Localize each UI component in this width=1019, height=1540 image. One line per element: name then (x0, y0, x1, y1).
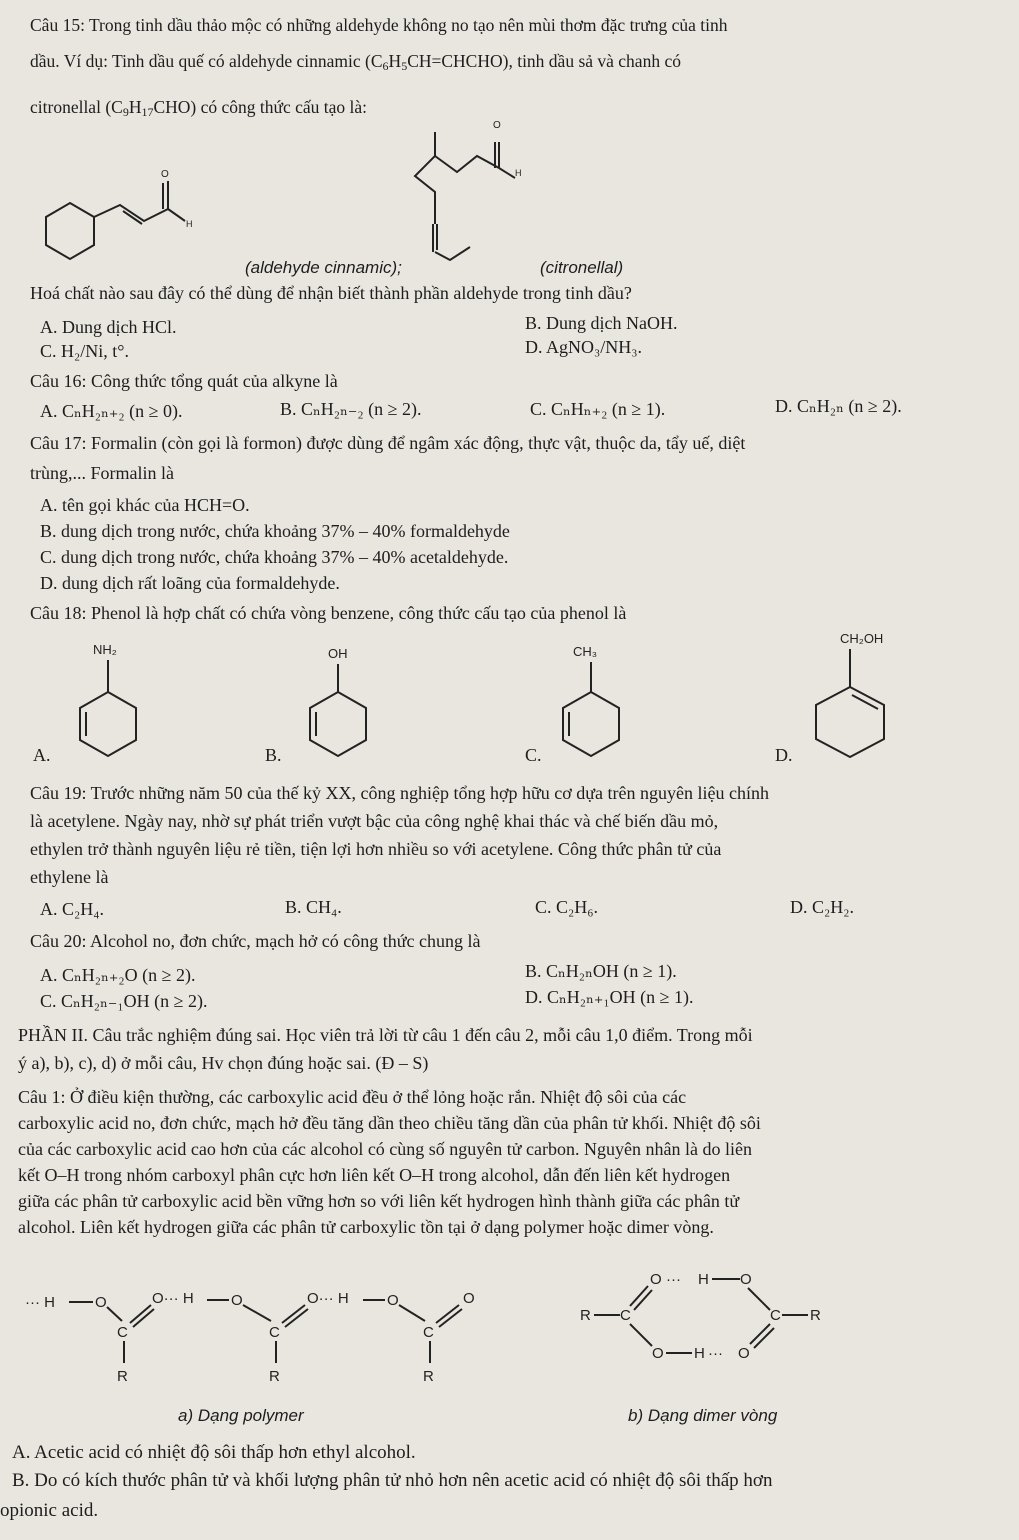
q15-line-3 (30, 96, 367, 123)
q15-question: Hoá chất nào sau đây có thể dùng để nhận biết thành phần aldehyde trong tinh dầu? (30, 283, 632, 303)
phenol-structure (290, 638, 400, 763)
cinnamic-caption: (aldehyde cinnamic); (245, 258, 402, 277)
aldehyde-h-bond (168, 209, 185, 221)
hbond-left: ··· H (25, 1294, 55, 1311)
nh2-label: NH₂ (93, 642, 117, 657)
q15-line-2-d: 5 (401, 59, 408, 73)
q20-option-b[interactable]: B. CₙH₂ₙOH (n ≥ 1). (525, 961, 677, 981)
o-label-3: O (387, 1292, 399, 1309)
polymer-hbond-diagram (25, 1255, 515, 1395)
q19-line-2: là acetylene. Ngày nay, nhờ sự phát triển vượt bậc của công nghệ khai thác và chế biến dầu mỏ, (30, 811, 719, 831)
q19-option-d[interactable]: D. C₂H₂. (790, 897, 855, 917)
q16-option-a[interactable]: A. CₙH₂ₙ₊₂ (n ≥ 0). (40, 401, 183, 421)
q17-option-d[interactable]: D. dung dịch rất loãng của formaldehyde. (40, 573, 340, 593)
co-bond-3 (399, 1305, 425, 1321)
p2q1-statement-b[interactable]: B. Do có kích thước phân tử và khối lượng phân tử nhỏ hơn nên acetic acid có nhiệt độ sôi thấp hơn (12, 1470, 773, 1491)
p2q1-line-5: giữa các phân tử carboxylic acid bền vững hơn so với liên kết hydrogen hình thành giữa các phân tử (18, 1191, 740, 1211)
side-chain (94, 205, 168, 221)
q15-line-2-b: 6 (382, 59, 389, 73)
q15-line-2 (30, 50, 681, 77)
o-top-right-label: O (740, 1271, 752, 1288)
hbond-dots-bottom: ··· (708, 1345, 723, 1362)
q19-line-3: ethylen trở thành nguyên liệu rẻ tiền, tiện lợi hơn nhiều so với acetylene. Công thức phân tử của (30, 839, 722, 859)
q18-option-a[interactable]: A. (33, 745, 51, 765)
o-label-2: O (231, 1292, 243, 1309)
q17-option-a[interactable]: A. tên gọi khác của HCH=O. (40, 495, 250, 515)
cinnamic-aldehyde-structure (20, 165, 220, 280)
q19-option-b[interactable]: B. CH₄. (285, 897, 342, 917)
toluene-structure (535, 638, 645, 763)
o-label: O (95, 1294, 107, 1311)
polymer-caption: a) Dạng polymer (178, 1406, 304, 1425)
citronellal-structure (395, 112, 555, 262)
p2q1-line-3: của các carboxylic acid cao hơn của các alcohol có cùng số nguyên tử carbon. Nguyên nhân là do liên (18, 1139, 752, 1159)
p2q1-statement-a[interactable]: A. Acetic acid có nhiệt độ sôi thấp hơn ethyl alcohol. (12, 1442, 416, 1463)
o-hbond-label: O··· H (152, 1290, 194, 1307)
q15-option-a[interactable]: A. Dung dịch HCl. (40, 317, 177, 337)
q17-option-b[interactable]: B. dung dịch trong nước, chứa khoảng 37% – 40% formaldehyde (40, 521, 510, 541)
dimer-hbond-diagram (580, 1250, 860, 1390)
q15-line-1: Câu 15: Trong tinh dầu thảo mộc có những aldehyde không no tạo nên mùi thơm đặc trưng của tinh (30, 15, 728, 35)
q16-title: Câu 16: Công thức tổng quát của alkyne là (30, 371, 338, 391)
isopropylidene (435, 247, 470, 260)
oxygen-label: O (493, 120, 501, 131)
r-label: R (117, 1368, 128, 1385)
q15-option-d[interactable]: D. AgNO₃/NH₃. (525, 337, 643, 357)
q15-line-3-a: citronellal (C (30, 97, 123, 117)
ch3-label: CH₃ (573, 644, 598, 659)
c-right-label: C (770, 1307, 781, 1324)
q17-option-c[interactable]: C. dung dịch trong nước, chứa khoảng 37% – 40% acetaldehyde. (40, 547, 509, 567)
q19-option-a[interactable]: A. C₂H₄. (40, 899, 105, 919)
o-c-bond-right (748, 1288, 770, 1310)
o-label-4: O (463, 1290, 475, 1307)
q15-line-3-b: 9 (122, 105, 129, 119)
r-right-label: R (810, 1307, 821, 1324)
q16-option-b[interactable]: B. CₙH₂ₙ₋₂ (n ≥ 2). (280, 399, 422, 419)
p2q1-statement-b-cont: opionic acid. (0, 1500, 99, 1521)
p2q1-line-6: alcohol. Liên kết hydrogen giữa các phân tử carboxylic tồn tại ở dạng polymer hoặc dimer vòng. (18, 1217, 714, 1237)
q17-line-1: Câu 17: Formalin (còn gọi là formon) được dùng để ngâm xác động, thực vật, thuộc da, tẩy uế, diệt (30, 433, 746, 453)
r-label-3: R (423, 1368, 434, 1385)
hydrogen-label: H (186, 219, 193, 229)
dimer-caption: b) Dạng dimer vòng (628, 1406, 778, 1425)
q15-line-3-d: 17 (141, 105, 154, 119)
r-left-label: R (580, 1307, 591, 1324)
benzene-ring (310, 692, 366, 756)
part2-line-2: ý a), b), c), d) ở mỗi câu, Hv chọn đúng hoặc sai. (Đ – S) (18, 1053, 429, 1073)
r-label-2: R (269, 1368, 280, 1385)
co-bond-2 (243, 1305, 271, 1321)
aldehyde-h-bond (499, 168, 515, 178)
h-top-label: H (698, 1271, 709, 1288)
c-label-2: C (269, 1324, 280, 1341)
hbond-dots-top: ··· (666, 1271, 681, 1288)
c-label-3: C (423, 1324, 434, 1341)
benzene-ring (46, 203, 94, 259)
o-top-left-label: O (650, 1271, 662, 1288)
q17-line-2: trùng,... Formalin là (30, 463, 174, 483)
q20-title: Câu 20: Alcohol no, đơn chức, mạch hở có công thức chung là (30, 931, 481, 951)
q15-option-c[interactable]: C. H₂/Ni, t°. (40, 341, 129, 361)
ch2oh-label: CH₂OH (840, 631, 884, 646)
q19-option-c[interactable]: C. C₂H₆. (535, 897, 599, 917)
q18-option-b[interactable]: B. (265, 745, 282, 765)
q16-option-c[interactable]: C. CₙHₙ₊₂ (n ≥ 1). (530, 399, 666, 419)
c-left-label: C (620, 1307, 631, 1324)
q19-line-1: Câu 19: Trước những năm 50 của thế kỷ XX, công nghiệp tổng hợp hữu cơ dựa trên nguyên liệu chính (30, 783, 769, 803)
benzene-ring (80, 692, 136, 756)
q15-line-2-c: H (388, 51, 402, 71)
q16-option-d[interactable]: D. CₙH₂ₙ (n ≥ 2). (775, 396, 902, 416)
p2q1-line-2: carboxylic acid no, đơn chức, mạch hở đều tăng dần theo chiều tăng dần của phân tử khối. Nhiệt độ sôi (18, 1113, 761, 1133)
benzene-ring (563, 692, 619, 756)
o-hbond-label-2: O··· H (307, 1290, 349, 1307)
part2-line-1: PHẦN II. Câu trắc nghiệm đúng sai. Học viên trả lời từ câu 1 đến câu 2, mỗi câu 1,0 điểm. Trong mỗi (18, 1025, 753, 1045)
q15-option-b[interactable]: B. Dung dịch NaOH. (525, 313, 678, 333)
co-bond (107, 1307, 122, 1321)
q19-line-4: ethylene là (30, 867, 109, 887)
ring-double-bond (852, 695, 878, 709)
oh-label: OH (328, 646, 348, 661)
p2q1-line-1: Câu 1: Ở điều kiện thường, các carboxylic acid đều ở thể lỏng hoặc rắn. Nhiệt độ sôi của các (18, 1087, 687, 1107)
citronellal-caption: (citronellal) (540, 258, 624, 277)
p2q1-line-4: kết O–H trong nhóm carboxyl phân cực hơn liên kết O–H trong alcohol, dẫn đến liên kết hydrogen (18, 1165, 731, 1185)
aldehyde-chain (435, 156, 499, 172)
benzyl-alcohol-structure (790, 625, 920, 765)
h-bottom-label: H (694, 1345, 705, 1362)
main-chain (415, 132, 435, 224)
q20-option-a[interactable]: A. CₙH₂ₙ₊₂O (n ≥ 2). (40, 965, 196, 985)
q15-line-2-a: dầu. Ví dụ: Tinh dầu quế có aldehyde cinnamic (C (30, 51, 383, 71)
c-o-bond-left (630, 1324, 652, 1346)
hydrogen-label: H (515, 168, 522, 178)
q15-line-3-e: CHO) có công thức cấu tạo là: (153, 97, 368, 117)
o-bottom-left-label: O (652, 1345, 664, 1362)
q20-option-c[interactable]: C. CₙH₂ₙ₋₁OH (n ≥ 2). (40, 991, 208, 1011)
oxygen-label: O (161, 169, 169, 180)
q15-line-3-c: H (128, 97, 142, 117)
aniline-structure (60, 638, 170, 763)
q15-line-2-e: CH=CHCHO), tinh dầu sả và chanh có (407, 51, 681, 71)
c-label: C (117, 1324, 128, 1341)
q18-option-d[interactable]: D. (775, 745, 793, 765)
o-bottom-right-label: O (738, 1345, 750, 1362)
q20-option-d[interactable]: D. CₙH₂ₙ₊₁OH (n ≥ 1). (525, 987, 694, 1007)
q18-title: Câu 18: Phenol là hợp chất có chứa vòng benzene, công thức cấu tạo của phenol là (30, 603, 627, 623)
benzene-ring (816, 687, 884, 757)
q18-option-c[interactable]: C. (525, 745, 542, 765)
